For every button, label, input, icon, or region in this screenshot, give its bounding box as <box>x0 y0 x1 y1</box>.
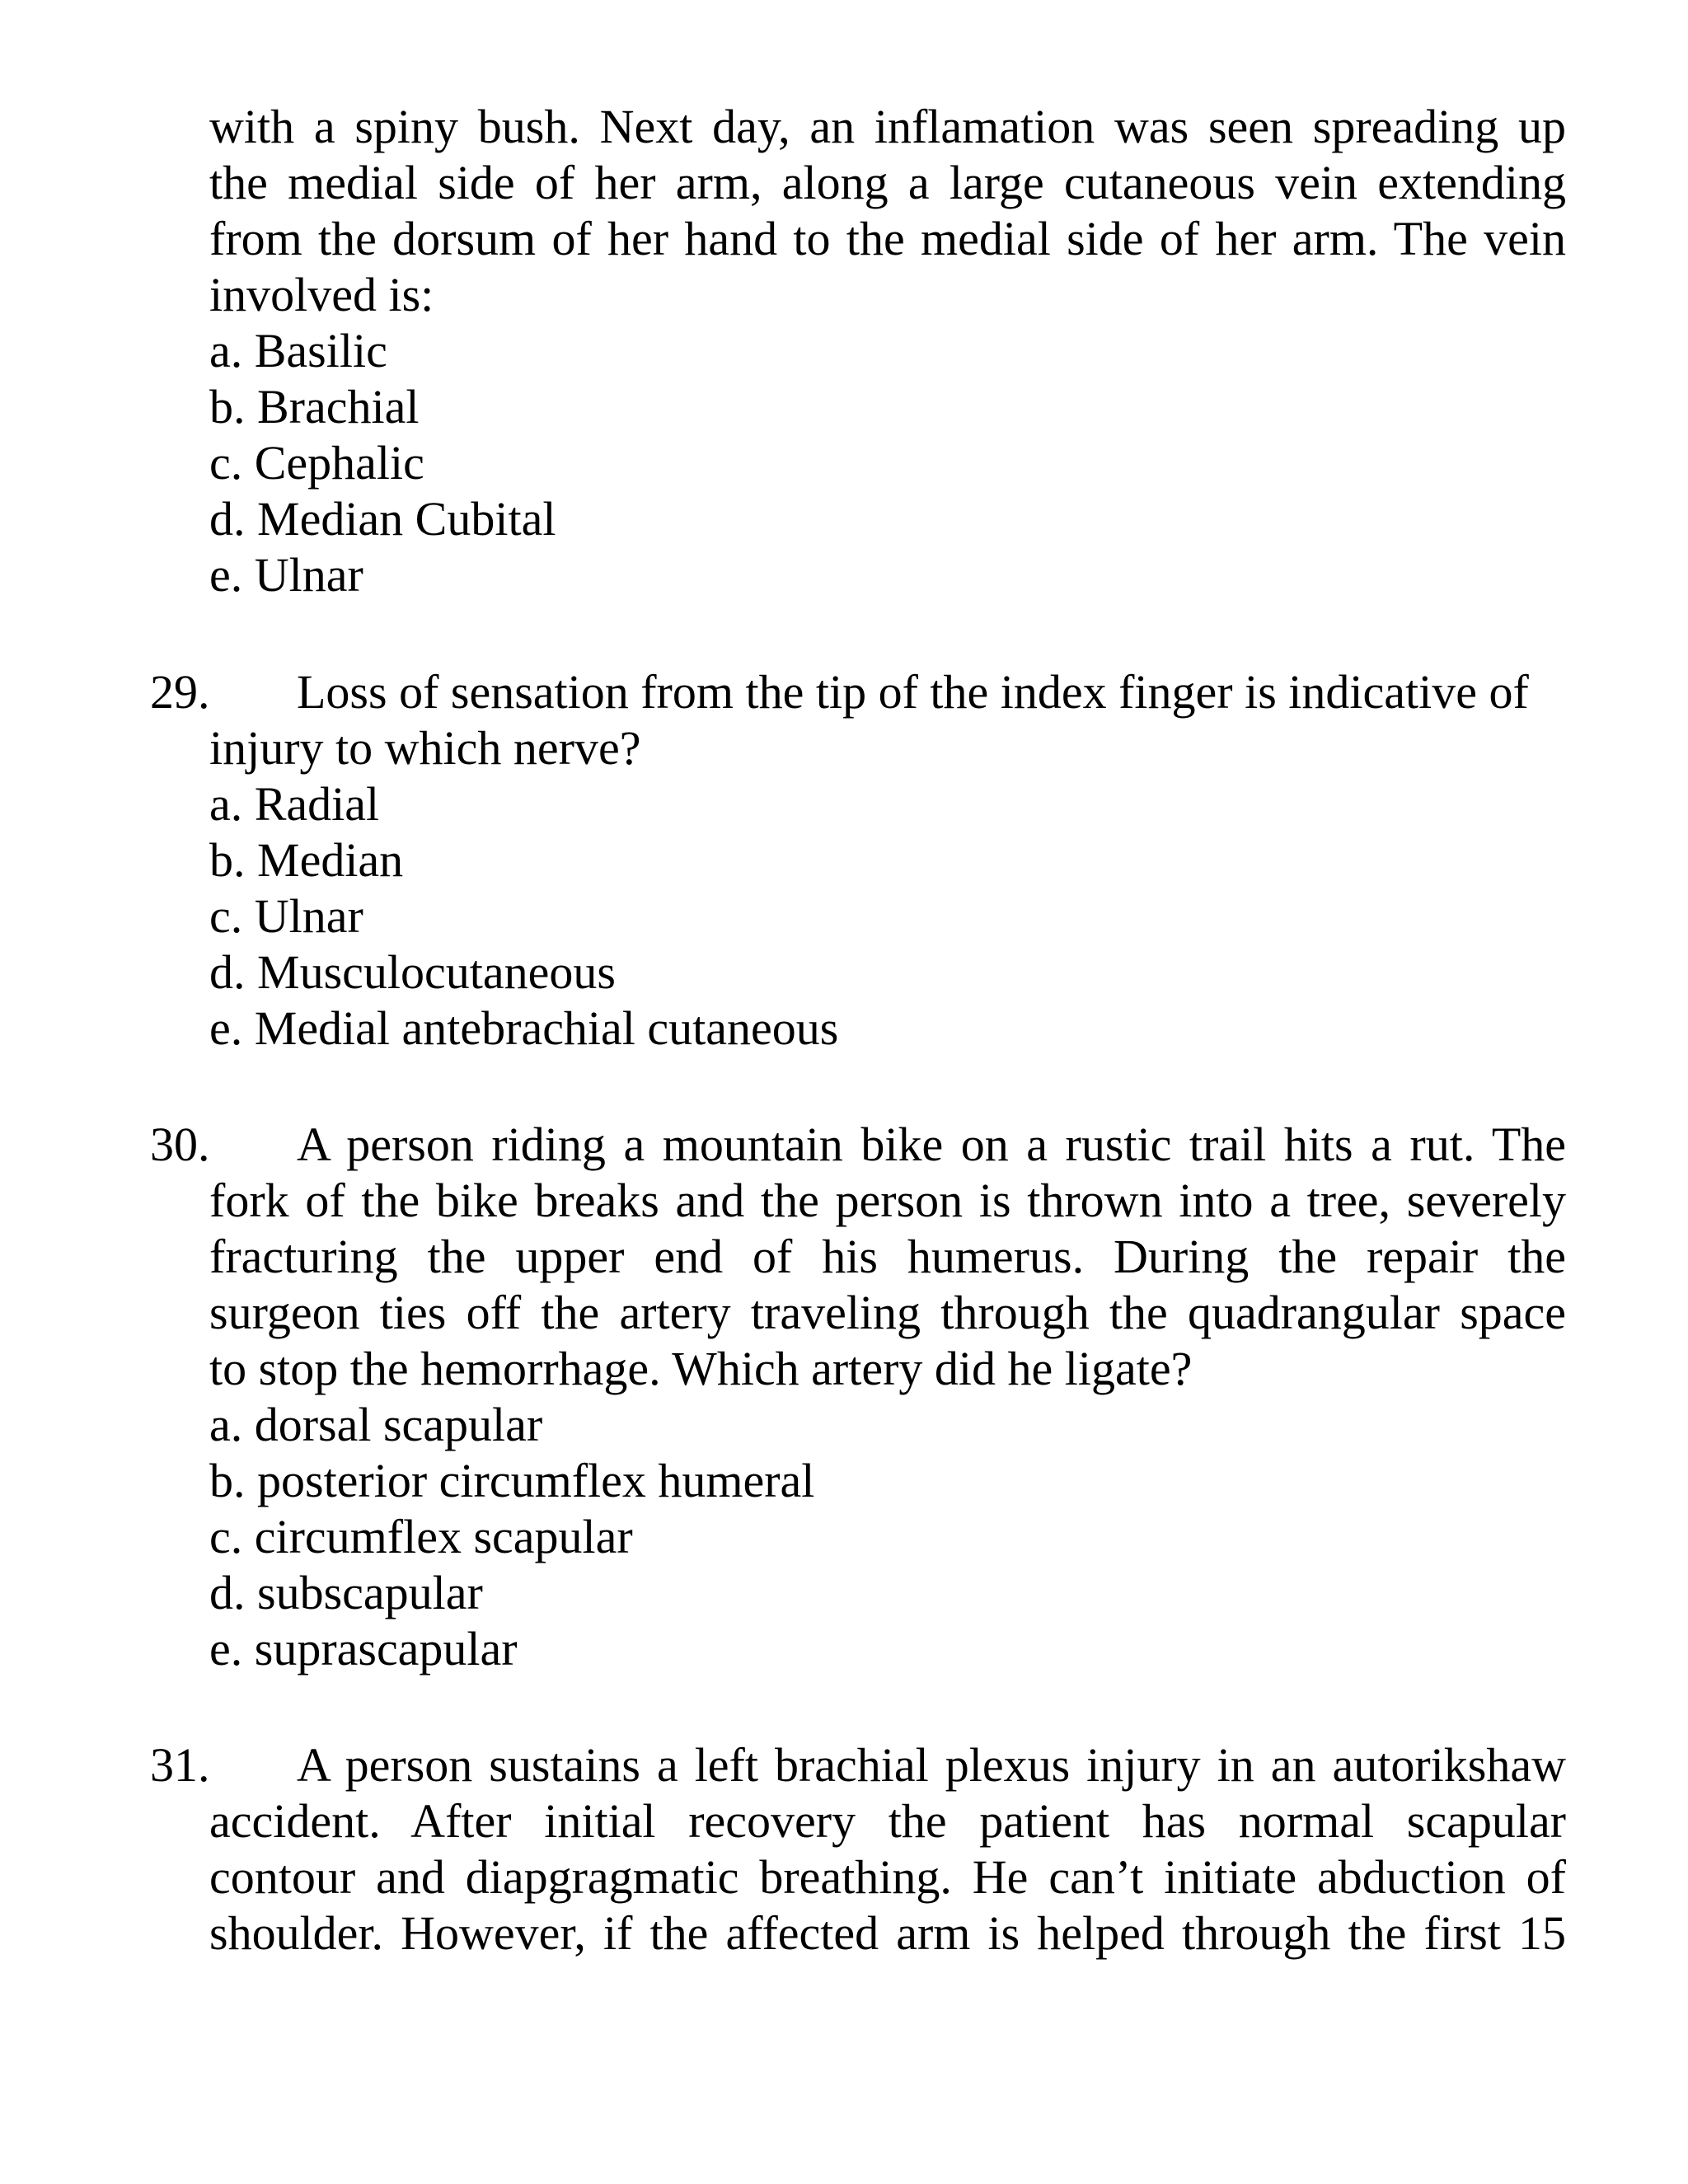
answer-option: c. Ulnar <box>209 889 363 943</box>
question-text-line: injury to which nerve? <box>209 721 641 775</box>
question-text-line: shoulder. However, if the affected arm is helped through the first 15 <box>209 1906 1566 1960</box>
answer-option: d. subscapular <box>209 1566 483 1619</box>
question-number: 29. <box>150 665 210 719</box>
answer-option: e. suprascapular <box>209 1622 518 1675</box>
answer-option: e. Medial antebrachial cutaneous <box>209 1001 839 1055</box>
question-text-line: Loss of sensation from the tip of the index finger is indicative of <box>297 665 1529 719</box>
question-text-line: from the dorsum of her hand to the medial side of her arm. The vein <box>209 212 1566 265</box>
answer-option: b. posterior circumflex humeral <box>209 1454 815 1507</box>
question-number: 30. <box>150 1118 210 1171</box>
answer-option: b. Median <box>209 833 404 887</box>
question-30 <box>150 1117 1566 1677</box>
question-29 <box>150 664 1566 1057</box>
question-text-line: the medial side of her arm, along a large cutaneous vein extending <box>209 156 1566 209</box>
question-text-line: fracturing the upper end of his humerus. During the repair the <box>209 1230 1566 1283</box>
question-text-line: to stop the hemorrhage. Which artery did he ligate? <box>209 1342 1193 1395</box>
question-31 <box>150 1737 1566 1961</box>
answer-option: b. Brachial <box>209 380 420 434</box>
answer-option: c. Cephalic <box>209 436 424 490</box>
question-text-line: surgeon ties off the artery traveling through the quadrangular space <box>209 1286 1566 1339</box>
answer-option: a. Basilic <box>209 324 387 377</box>
answer-option: c. circumflex scapular <box>209 1510 633 1563</box>
answer-option: a. dorsal scapular <box>209 1398 543 1451</box>
question-text-line: involved is: <box>209 268 434 321</box>
answer-option: d. Musculocutaneous <box>209 945 616 999</box>
answer-option: d. Median Cubital <box>209 492 556 546</box>
question-number: 31. <box>150 1738 210 1792</box>
question-28-continued <box>209 99 1566 603</box>
question-text-line: A person riding a mountain bike on a rustic trail hits a rut. The <box>297 1118 1566 1171</box>
question-text-line: contour and diapgragmatic breathing. He can’t initiate abduction of <box>209 1850 1566 1904</box>
question-text-line: A person sustains a left brachial plexus injury in an autorikshaw <box>297 1738 1566 1792</box>
answer-option: a. Radial <box>209 777 380 831</box>
answer-option: e. Ulnar <box>209 548 363 602</box>
question-text-line: with a spiny bush. Next day, an inflamation was seen spreading up <box>209 100 1566 153</box>
question-text-line: accident. After initial recovery the patient has normal scapular <box>209 1794 1566 1848</box>
question-text-line: fork of the bike breaks and the person is thrown into a tree, severely <box>209 1174 1566 1227</box>
